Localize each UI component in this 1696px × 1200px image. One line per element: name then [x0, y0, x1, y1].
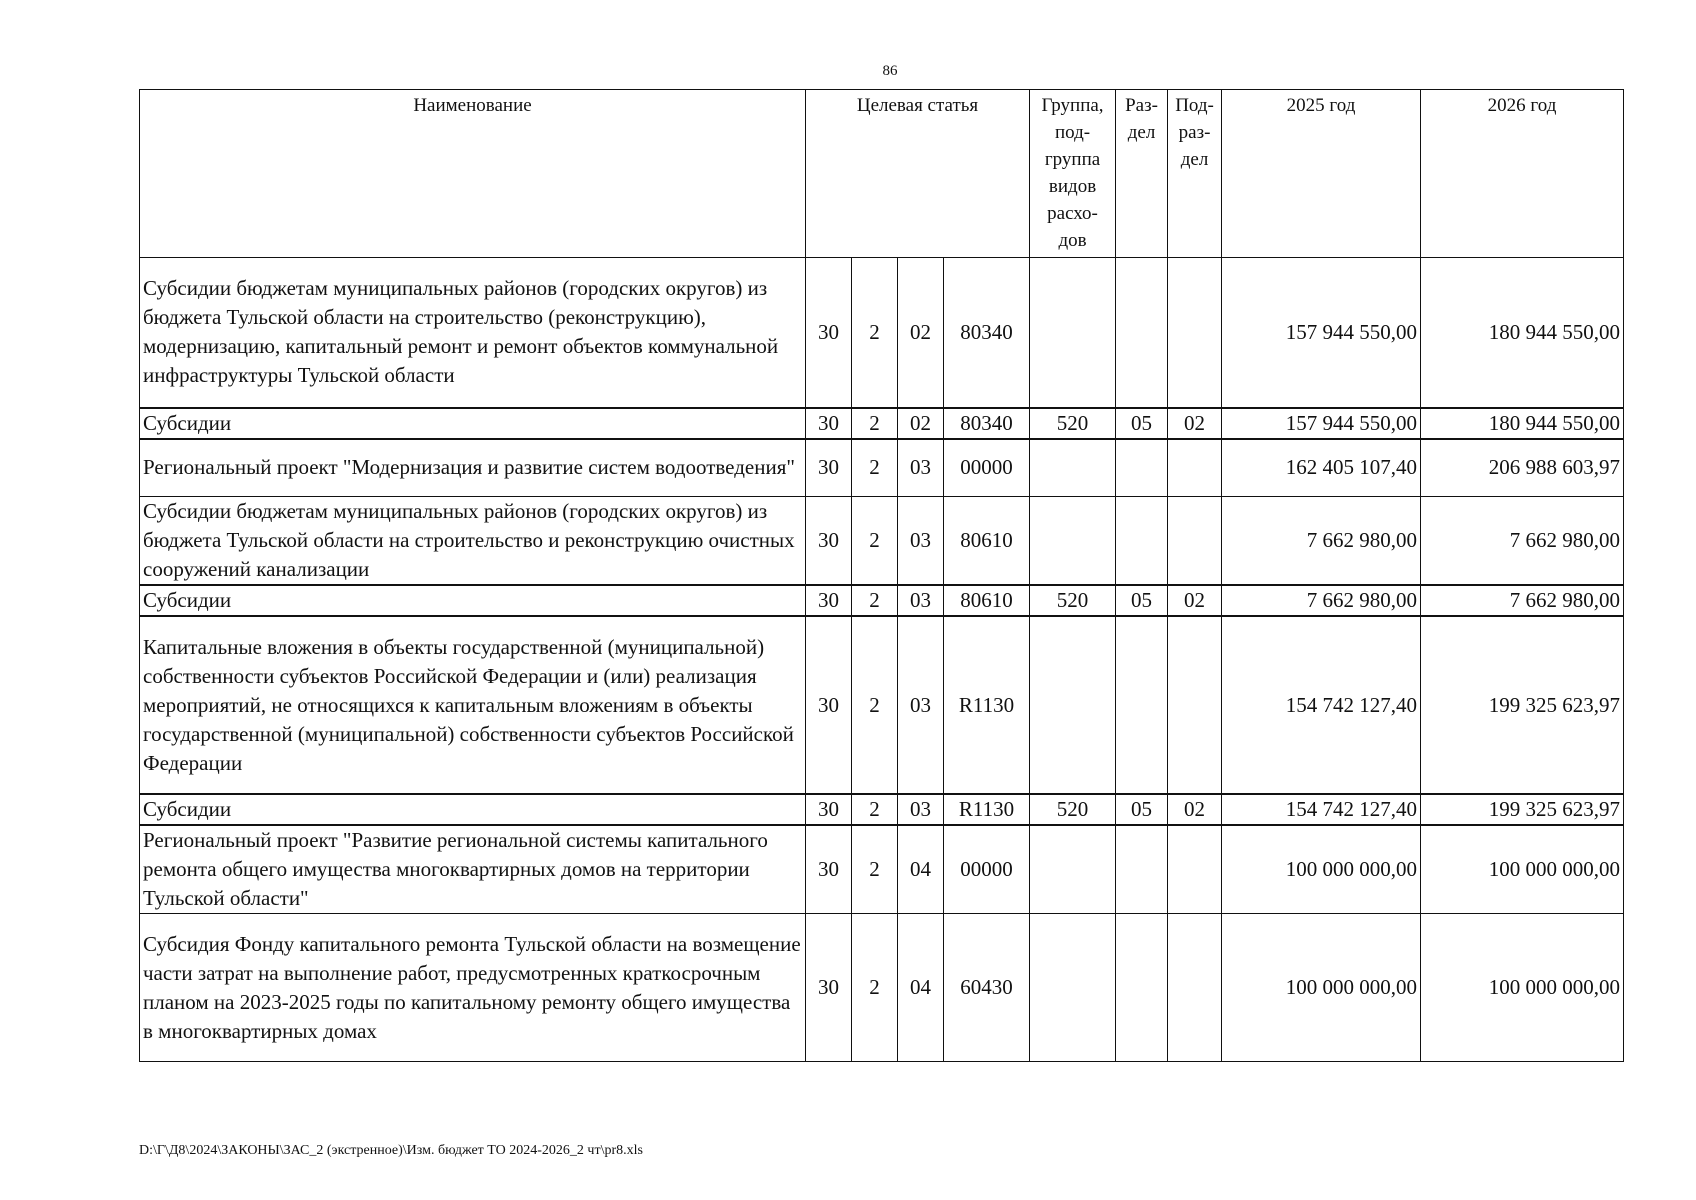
- expense-group: [1030, 616, 1116, 794]
- expense-group: [1030, 914, 1116, 1062]
- target-code-program: 30: [806, 825, 852, 914]
- target-code-program: 30: [806, 616, 852, 794]
- target-code-direction: 00000: [944, 825, 1030, 914]
- target-code-program: 30: [806, 439, 852, 497]
- target-code-direction: 80610: [944, 585, 1030, 616]
- budget-table: [139, 89, 1624, 1062]
- section-code: [1116, 258, 1168, 408]
- target-code-subprogram: 2: [852, 585, 898, 616]
- target-code-event: 02: [898, 408, 944, 439]
- row-name: Региональный проект "Модернизация и развитие систем водоотведения": [140, 439, 806, 497]
- subsection-code: 02: [1168, 585, 1222, 616]
- target-code-direction: 80610: [944, 497, 1030, 586]
- amount-2025: 157 944 550,00: [1222, 258, 1421, 408]
- amount-2026: 7 662 980,00: [1421, 497, 1624, 586]
- amount-2026: 7 662 980,00: [1421, 585, 1624, 616]
- header-year-2025: 2025 год: [1222, 90, 1421, 258]
- section-code: 05: [1116, 585, 1168, 616]
- target-code-event: 03: [898, 497, 944, 586]
- row-name: Субсидия Фонду капитального ремонта Тульской области на возмещение части затрат на выполнение работ, предусмотренных краткосрочным планом на 2023-2025 годы по капитальному ремонту общего имущества в многоквартирных домах: [140, 914, 806, 1062]
- target-code-program: 30: [806, 914, 852, 1062]
- amount-2026: 199 325 623,97: [1421, 616, 1624, 794]
- row-name: Субсидии бюджетам муниципальных районов (городских округов) из бюджета Тульской области на строительство и реконструкцию очистных сооружений канализации: [140, 497, 806, 586]
- target-code-subprogram: 2: [852, 914, 898, 1062]
- target-code-event: 02: [898, 258, 944, 408]
- target-code-event: 04: [898, 914, 944, 1062]
- target-code-direction: 80340: [944, 408, 1030, 439]
- subsection-code: 02: [1168, 794, 1222, 825]
- target-code-subprogram: 2: [852, 825, 898, 914]
- amount-2026: 206 988 603,97: [1421, 439, 1624, 497]
- subsection-code: [1168, 439, 1222, 497]
- expense-group: [1030, 497, 1116, 586]
- amount-2025: 154 742 127,40: [1222, 794, 1421, 825]
- target-code-event: 03: [898, 585, 944, 616]
- table-row: [140, 258, 1624, 408]
- page-number: 86: [882, 63, 898, 79]
- section-code: [1116, 914, 1168, 1062]
- table-row: [140, 439, 1624, 497]
- section-code: [1116, 825, 1168, 914]
- target-code-subprogram: 2: [852, 616, 898, 794]
- amount-2025: 100 000 000,00: [1222, 914, 1421, 1062]
- expense-group: 520: [1030, 408, 1116, 439]
- header-year-2026: 2026 год: [1421, 90, 1624, 258]
- expense-group: [1030, 825, 1116, 914]
- amount-2025: 7 662 980,00: [1222, 497, 1421, 586]
- section-code: [1116, 616, 1168, 794]
- header-target-article: Целевая статья: [806, 90, 1030, 258]
- target-code-direction: 80340: [944, 258, 1030, 408]
- target-code-event: 04: [898, 825, 944, 914]
- expense-group: [1030, 258, 1116, 408]
- table-row: [140, 914, 1624, 1062]
- amount-2026: 199 325 623,97: [1421, 794, 1624, 825]
- target-code-direction: R1130: [944, 616, 1030, 794]
- target-code-direction: R1130: [944, 794, 1030, 825]
- section-code: 05: [1116, 794, 1168, 825]
- target-code-program: 30: [806, 497, 852, 586]
- row-name: Субсидии: [140, 585, 806, 616]
- amount-2026: 100 000 000,00: [1421, 825, 1624, 914]
- row-name: Субсидии бюджетам муниципальных районов (городских округов) из бюджета Тульской области на строительство (реконструкцию), модернизацию, капитальный ремонт и ремонт объектов коммунальной инфраструктуры Тульской области: [140, 258, 806, 408]
- section-code: [1116, 497, 1168, 586]
- expense-group: [1030, 439, 1116, 497]
- header-group: Группа, под- группа видов расхо- дов: [1030, 90, 1116, 258]
- target-code-direction: 00000: [944, 439, 1030, 497]
- table-header-row: [140, 90, 1624, 258]
- subsection-code: [1168, 825, 1222, 914]
- subsection-code: [1168, 616, 1222, 794]
- target-code-program: 30: [806, 585, 852, 616]
- header-section: Раз- дел: [1116, 90, 1168, 258]
- target-code-subprogram: 2: [852, 439, 898, 497]
- subsection-code: [1168, 258, 1222, 408]
- amount-2025: 157 944 550,00: [1222, 408, 1421, 439]
- row-name: Капитальные вложения в объекты государственной (муниципальной) собственности субъектов Российской Федерации и (или) реализация мероприятий, не относящихся к капитальным вложениям в объекты государственной (муниципальной) собственности субъектов Российской Федерации: [140, 616, 806, 794]
- header-subsection: Под- раз- дел: [1168, 90, 1222, 258]
- amount-2025: 162 405 107,40: [1222, 439, 1421, 497]
- row-name: Региональный проект "Развитие региональной системы капитального ремонта общего имущества многоквартирных домов на территории Тульской области": [140, 825, 806, 914]
- amount-2026: 180 944 550,00: [1421, 408, 1624, 439]
- table-row: [140, 794, 1624, 825]
- amount-2025: 100 000 000,00: [1222, 825, 1421, 914]
- table-row: [140, 408, 1624, 439]
- subsection-code: [1168, 914, 1222, 1062]
- table-row: [140, 497, 1624, 586]
- target-code-event: 03: [898, 794, 944, 825]
- target-code-subprogram: 2: [852, 408, 898, 439]
- table-row: [140, 585, 1624, 616]
- file-path-footer: D:\Г\Д8\2024\ЗАКОНЫ\ЗАС_2 (экстренное)\Изм. бюджет ТО 2024-2026_2 чт\pr8.xls: [139, 1143, 643, 1158]
- target-code-subprogram: 2: [852, 258, 898, 408]
- row-name: Субсидии: [140, 408, 806, 439]
- target-code-subprogram: 2: [852, 794, 898, 825]
- amount-2026: 180 944 550,00: [1421, 258, 1624, 408]
- target-code-event: 03: [898, 616, 944, 794]
- table-row: [140, 616, 1624, 794]
- section-code: 05: [1116, 408, 1168, 439]
- row-name: Субсидии: [140, 794, 806, 825]
- header-name: Наименование: [140, 90, 806, 258]
- expense-group: 520: [1030, 794, 1116, 825]
- table-row: [140, 825, 1624, 914]
- target-code-subprogram: 2: [852, 497, 898, 586]
- amount-2025: 7 662 980,00: [1222, 585, 1421, 616]
- subsection-code: 02: [1168, 408, 1222, 439]
- target-code-program: 30: [806, 794, 852, 825]
- subsection-code: [1168, 497, 1222, 586]
- target-code-program: 30: [806, 258, 852, 408]
- section-code: [1116, 439, 1168, 497]
- target-code-program: 30: [806, 408, 852, 439]
- target-code-direction: 60430: [944, 914, 1030, 1062]
- amount-2026: 100 000 000,00: [1421, 914, 1624, 1062]
- amount-2025: 154 742 127,40: [1222, 616, 1421, 794]
- expense-group: 520: [1030, 585, 1116, 616]
- target-code-event: 03: [898, 439, 944, 497]
